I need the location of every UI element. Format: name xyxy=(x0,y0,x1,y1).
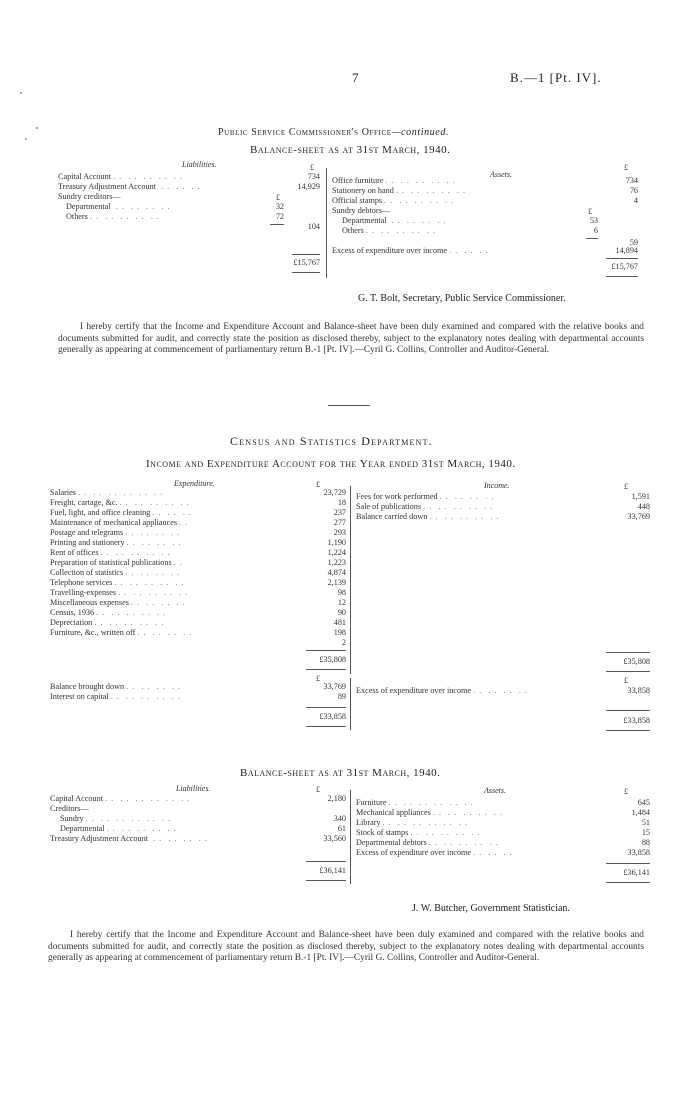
census-asset-label: Library xyxy=(356,818,381,827)
psc-asset-row: Official stamps . . . . . . . . . . xyxy=(332,196,455,205)
census-expenditure-amount: 277 xyxy=(333,518,346,527)
census-asset-label: Stock of stamps xyxy=(356,828,409,837)
census-liability-label: Departmental xyxy=(60,824,105,833)
census-expenditure-label: Miscellaneous expenses xyxy=(50,598,129,607)
psc-asset-sub-amount: 53 xyxy=(589,216,598,225)
census-liability-row xyxy=(50,804,89,814)
psc-asset-label: Others xyxy=(342,226,364,235)
census-expenditure-label: Maintenance of mechanical appliances xyxy=(50,518,178,527)
census-expenditure-row: Printing and stationery . . . . . . . . xyxy=(50,538,182,547)
psc-certificate xyxy=(58,322,644,357)
census-assets-total: £36,141 xyxy=(623,868,650,877)
psc-asset-label: Official stamps xyxy=(332,196,383,205)
census-liability-row: Capital Account . . . . . . . . . . . . xyxy=(50,794,191,803)
census-exp-rule xyxy=(306,669,346,670)
psc-asset-amount: 76 xyxy=(629,186,638,195)
psc-subtitle: Balance-sheet as at 31st March, 1940. xyxy=(250,144,451,156)
census-asset-amount: 1,484 xyxy=(631,808,650,817)
psc-asset-label: Departmental xyxy=(342,216,387,225)
census-expenditure-row: Freight, cartage, &c. . . . . . . . . . . xyxy=(50,498,190,507)
census-expenditure-amount: 1,190 xyxy=(327,538,346,547)
census-income-label: Balance carried down xyxy=(356,512,428,521)
census-lower-right-amount: 33,858 xyxy=(627,686,650,695)
census-inc-rule xyxy=(606,652,650,653)
census-expenditure-amount: 23,729 xyxy=(323,488,346,497)
census-expenditure-amount: 1,224 xyxy=(327,548,346,557)
psc-assets-total: £15,767 xyxy=(611,262,638,271)
census-expenditure-label: Printing and stationery xyxy=(50,538,125,547)
census-expenditure-amount: 237 xyxy=(333,508,346,517)
census-liability-label: Capital Account xyxy=(50,794,103,803)
census-ie-divider xyxy=(350,486,351,674)
census-expenditure-amount: 98 xyxy=(337,588,346,597)
psc-pound-left: £ xyxy=(310,163,314,172)
census-expenditure-header: Expenditure. xyxy=(174,479,215,488)
census-lower-divider xyxy=(350,678,351,730)
psc-pound-right: £ xyxy=(624,163,628,172)
census-liability-amount: 33,560 xyxy=(323,834,346,843)
psc-liability-label: Others xyxy=(66,212,88,221)
margin-speck xyxy=(36,127,38,129)
psc-asset-label: Stationery on hand xyxy=(332,186,394,195)
census-lower-left-row: Interest on capital . . . . . . . . . . xyxy=(50,692,181,701)
census-bs-rule xyxy=(606,882,650,883)
psc-asset-row: Others . . . . . . . . . . xyxy=(342,226,436,235)
census-lower-left-row: Balance brought down . . . . . . . . xyxy=(50,682,182,691)
census-asset-row: Departmental debtors . . . . . . . . . . xyxy=(356,838,499,847)
psc-creditors-total: 104 xyxy=(307,222,320,231)
census-bs-divider xyxy=(350,790,351,884)
psc-asset-row xyxy=(332,206,390,216)
census-bs-rule xyxy=(306,880,346,881)
census-asset-label: Excess of expenditure over income xyxy=(356,848,472,857)
census-expenditure-label: Rent of offices xyxy=(50,548,99,557)
census-expenditure-row: Travelling-expenses . . . . . . . . . . xyxy=(50,588,189,597)
census-signature: J. W. Butcher, Government Statistician. xyxy=(412,903,570,914)
census-expenditure-amount: 1,223 xyxy=(327,558,346,567)
psc-asset-label: Sundry debtors— xyxy=(332,206,390,215)
census-title: Census and Statistics Department. xyxy=(230,434,433,448)
psc-liability-label: Sundry creditors— xyxy=(58,192,121,201)
census-lower-rule xyxy=(306,707,346,708)
psc-liab-rule xyxy=(292,272,320,273)
census-lower-rule xyxy=(606,730,650,731)
psc-signature: G. T. Bolt, Secretary, Public Service Commissioner. xyxy=(358,293,566,304)
census-certificate-text: I hereby certify that the Income and Expenditure Account and Balance-sheet have been duly examined and compared with the relative books and documents submitted for audit, and correctly state the position as disclosed thereby, subject to the explanatory notes dealing with departmental accounts generally as appearing at commencement of parliamentary return B.-1 [Pt. IV].—Cyril G. Collins, Controller and Auditor-General. xyxy=(48,930,644,964)
census-lower-rule xyxy=(606,710,650,711)
census-income-row: Fees for work performed . . . . . . . . xyxy=(356,492,495,501)
psc-debtors-total: 59 xyxy=(629,238,638,247)
census-asset-amount: 51 xyxy=(641,818,650,827)
psc-liab-rule xyxy=(292,254,320,255)
census-liability-row: Treasury Adjustment Account . . . . . . . . xyxy=(50,834,208,843)
census-certificate xyxy=(48,930,644,965)
psc-sub-rule xyxy=(586,238,598,239)
census-asset-label: Mechanical appliances xyxy=(356,808,431,817)
psc-asset-row: Office furniture . . . . . . . . . . xyxy=(332,176,456,185)
census-expenditure-amount: 90 xyxy=(337,608,346,617)
census-lower-left-amount: 89 xyxy=(337,692,346,701)
census-lower-left-total: £33,858 xyxy=(319,712,346,721)
census-expenditure-total: £35,808 xyxy=(319,655,346,664)
census-asset-label: Departmental debtors xyxy=(356,838,427,847)
census-expenditure-amount: 2 xyxy=(341,638,346,647)
psc-liability-row: Treasury Adjustment Account . . . . . . xyxy=(58,182,201,191)
census-pound-right: £ xyxy=(624,482,628,491)
census-pound-lower-left: £ xyxy=(316,674,320,683)
census-lower-left-label: Interest on capital xyxy=(50,692,109,701)
census-exp-rule xyxy=(306,650,346,651)
psc-title-text: Public Service Commissioner's Office xyxy=(218,127,392,138)
psc-asset-row: Excess of expenditure over income . . . . . . xyxy=(332,246,489,255)
census-assets-header: Assets. xyxy=(484,786,506,795)
census-liability-row: Sundry . . . . . . . . . . . . xyxy=(60,814,172,823)
psc-asset-amount: 734 xyxy=(625,176,638,185)
census-liability-row: Departmental . . . . . . . . . . xyxy=(60,824,177,833)
census-bs-pound-right: £ xyxy=(624,787,628,796)
margin-speck xyxy=(25,138,27,140)
psc-asset-rule xyxy=(606,258,638,259)
psc-liability-sub-amount: 72 xyxy=(275,212,284,221)
census-liabilities-total: £36,141 xyxy=(319,866,346,875)
census-expenditure-row: Miscellaneous expenses . . . . . . . . xyxy=(50,598,186,607)
census-asset-amount: 645 xyxy=(637,798,650,807)
census-expenditure-label: Freight, cartage, &c. xyxy=(50,498,118,507)
census-expenditure-label: Telephone services xyxy=(50,578,113,587)
census-lower-right-total: £33,858 xyxy=(623,716,650,725)
psc-column-divider xyxy=(326,168,327,278)
psc-excess-label: Excess of expenditure over income xyxy=(332,246,448,255)
census-asset-row: Excess of expenditure over income . . . . . . xyxy=(356,848,513,857)
psc-liability-amount: 14,929 xyxy=(297,182,320,191)
census-liabilities-header: Liabilities. xyxy=(176,784,211,793)
census-expenditure-row: Rent of offices . . . . . . . . . . xyxy=(50,548,171,557)
psc-certificate-text: I hereby certify that the Income and Expenditure Account and Balance-sheet have been duly examined and compared with the relative books and documents submitted for audit, and correctly state the position as disclosed thereby, subject to the explanatory notes dealing with departmental accounts generally as appearing at commencement of parliamentary return B.-1 [Pt. IV].—Cyril G. Collins, Controller and Auditor-General. xyxy=(58,322,644,356)
psc-assets-header: Assets. xyxy=(490,170,512,179)
census-income-label: Sale of publications xyxy=(356,502,422,511)
census-income-label: Fees for work performed xyxy=(356,492,438,501)
census-income-total: £35,808 xyxy=(623,657,650,666)
psc-liability-row xyxy=(58,192,121,202)
census-lower-left-label: Balance brought down xyxy=(50,682,125,691)
census-expenditure-amount: 2,139 xyxy=(327,578,346,587)
census-expenditure-amount: 481 xyxy=(333,618,346,627)
census-expenditure-row: Postage and telegrams . . . . . . . . xyxy=(50,528,181,537)
margin-speck xyxy=(20,92,22,94)
census-lower-rule xyxy=(306,726,346,727)
census-expenditure-amount: 18 xyxy=(337,498,346,507)
census-income-amount: 33,769 xyxy=(627,512,650,521)
census-expenditure-row: Preparation of statistical publications . . xyxy=(50,558,183,567)
psc-asset-row: Departmental . . . . . . . . xyxy=(342,216,447,225)
census-liability-label: Creditors— xyxy=(50,804,89,813)
psc-liability-row: Others . . . . . . . . . . xyxy=(66,212,160,221)
census-asset-amount: 88 xyxy=(641,838,650,847)
psc-pound-sub: £ xyxy=(276,193,280,202)
census-expenditure-label: Travelling-expenses xyxy=(50,588,117,597)
census-asset-row: Furniture . . . . . . . . . . . . xyxy=(356,798,474,807)
psc-liability-label: Capital Account xyxy=(58,172,111,181)
psc-liabilities-header: Liabilities. xyxy=(182,160,217,169)
census-expenditure-label: Depreciation xyxy=(50,618,93,627)
census-income-row: Sale of publications . . . . . . . . . . xyxy=(356,502,494,511)
census-pound-lower-right: £ xyxy=(624,676,628,685)
census-expenditure-row: Furniture, &c., written off . . . . . . . . xyxy=(50,628,193,637)
psc-asset-sub-amount: 6 xyxy=(593,226,598,235)
section-divider xyxy=(328,405,370,406)
psc-liability-row: Departmental . . . . . . . . xyxy=(66,202,171,211)
census-bs-rule xyxy=(606,863,650,864)
census-bs-pound-left: £ xyxy=(316,785,320,794)
census-liability-amount: 2,180 xyxy=(327,794,346,803)
census-income-header: Income. xyxy=(484,481,510,490)
census-income-amount: 448 xyxy=(637,502,650,511)
psc-liability-amount: 734 xyxy=(307,172,320,181)
census-asset-amount: 15 xyxy=(641,828,650,837)
census-expenditure-label: Furniture, &c., written off xyxy=(50,628,136,637)
page-reference: B.—1 [Pt. IV]. xyxy=(510,70,602,85)
census-expenditure-row: Depreciation . . . . . . . . . . xyxy=(50,618,165,627)
census-expenditure-label: Postage and telegrams xyxy=(50,528,124,537)
census-income-amount: 1,591 xyxy=(631,492,650,501)
census-bs-rule xyxy=(306,861,346,862)
census-expenditure-row: Telephone services . . . . . . . . . . xyxy=(50,578,185,587)
census-bs-subtitle: Balance-sheet as at 31st March, 1940. xyxy=(240,767,441,779)
census-expenditure-amount: 12 xyxy=(337,598,346,607)
census-liability-amount: 61 xyxy=(337,824,346,833)
psc-liability-sub-amount: 32 xyxy=(275,202,284,211)
psc-asset-amount: 4 xyxy=(633,196,638,205)
census-expenditure-row: Fuel, light, and office cleaning . . . . . . xyxy=(50,508,193,517)
psc-liability-label: Departmental xyxy=(66,202,111,211)
census-expenditure-label: Preparation of statistical publications xyxy=(50,558,172,567)
census-liability-amount: 340 xyxy=(333,814,346,823)
psc-asset-row: Stationery on hand . . . . . . . . . . xyxy=(332,186,466,195)
page-number: 7 xyxy=(352,70,359,85)
census-expenditure-row: Census, 1936 . . . . . . . . . . xyxy=(50,608,167,617)
psc-liability-label: Treasury Adjustment Account xyxy=(58,182,156,191)
psc-asset-label: Office furniture xyxy=(332,176,384,185)
census-expenditure-amount: 4,874 xyxy=(327,568,346,577)
census-income-row: Balance carried down . . . . . . . . . . xyxy=(356,512,500,521)
census-inc-rule xyxy=(606,671,650,672)
psc-asset-rule xyxy=(606,276,638,277)
psc-liabilities-total: £15,767 xyxy=(293,258,320,267)
psc-liability-row: Capital Account . . . . . . . . . . xyxy=(58,172,184,181)
census-lower-right-label: Excess of expenditure over income xyxy=(356,686,472,695)
psc-title xyxy=(218,127,449,138)
census-expenditure-row: Salaries . . . . . . . . . . . . xyxy=(50,488,164,497)
census-asset-row: Library . . . . . . . . . . . . xyxy=(356,818,468,827)
census-asset-row: Mechanical appliances . . . . . . . . . . xyxy=(356,808,503,817)
census-expenditure-label: Salaries xyxy=(50,488,76,497)
census-expenditure-label: Collection of statistics xyxy=(50,568,124,577)
census-asset-amount: 33,858 xyxy=(627,848,650,857)
census-expenditure-amount: 293 xyxy=(333,528,346,537)
census-asset-label: Furniture xyxy=(356,798,387,807)
census-ie-subtitle: Income and Expenditure Account for the Year ended 31st March, 1940. xyxy=(146,458,516,470)
census-expenditure-label: Census, 1936 xyxy=(50,608,95,617)
census-expenditure-amount: 198 xyxy=(333,628,346,637)
census-lower-left-amount: 33,769 xyxy=(323,682,346,691)
census-liability-label: Treasury Adjustment Account xyxy=(50,834,148,843)
census-pound-left: £ xyxy=(316,480,320,489)
psc-excess-amount: 14,894 xyxy=(615,246,638,255)
census-expenditure-row: Collection of statistics . . . . . . . . xyxy=(50,568,181,577)
census-expenditure-label: Fuel, light, and office cleaning xyxy=(50,508,151,517)
census-liability-label: Sundry xyxy=(60,814,84,823)
psc-pound-sub-right: £ xyxy=(588,207,592,216)
census-lower-right-row: Excess of expenditure over income . . . . . . . . xyxy=(356,686,528,695)
census-expenditure-row: Maintenance of mechanical appliances . . xyxy=(50,518,189,527)
census-asset-row: Stock of stamps . . . . . . . . . . xyxy=(356,828,481,837)
psc-title-suffix: —continued. xyxy=(391,127,450,138)
